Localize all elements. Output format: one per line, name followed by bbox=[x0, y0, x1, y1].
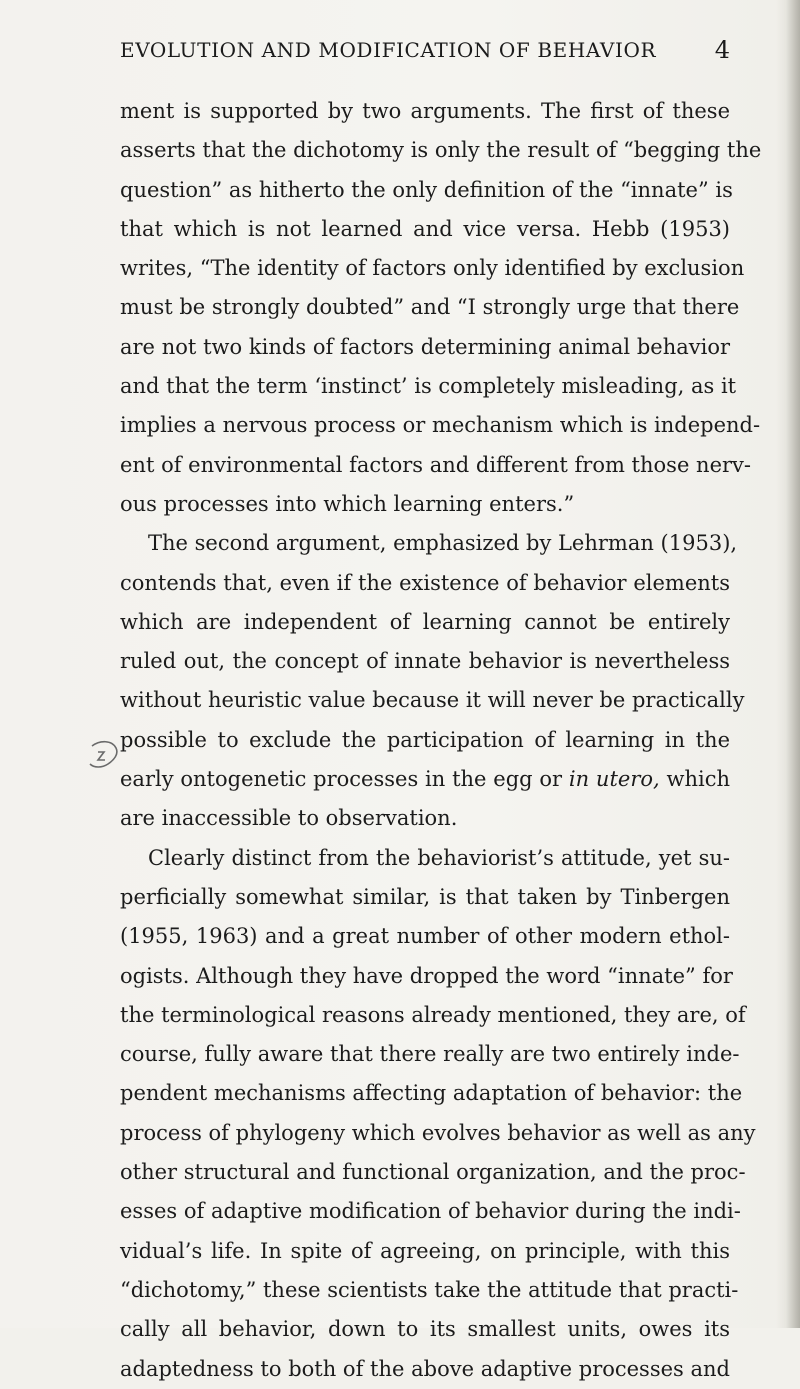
text-line: other structural and functional organization, and the proc- bbox=[120, 1160, 746, 1185]
body-text bbox=[120, 92, 762, 1389]
text-line: (1955, 1963) and a great number of other modern ethol- bbox=[120, 924, 730, 949]
text-line: question” as hitherto the only definition of the “innate” is bbox=[120, 177, 733, 202]
margin-annotation-mark bbox=[86, 738, 120, 772]
text-line: writes, “The identity of factors only identified by exclusion bbox=[120, 256, 745, 281]
text-line: ous processes into which learning enters.” bbox=[120, 491, 575, 516]
text-line: possible to exclude the participation of learning in the bbox=[120, 727, 730, 752]
italic-phrase: in utero, bbox=[568, 767, 660, 792]
text-line: ogists. Although they have dropped the word “innate” for bbox=[120, 963, 733, 988]
text-line: ent of environmental factors and different from those nerv- bbox=[120, 452, 751, 477]
text-line: which are independent of learning cannot be entirely bbox=[120, 609, 730, 634]
text-line-start: early ontogenetic processes in the egg or bbox=[120, 767, 569, 792]
text-line: that which is not learned and vice versa. Hebb (1953) bbox=[120, 216, 730, 241]
text-line: asserts that the dichotomy is only the result of “begging the bbox=[120, 138, 762, 163]
text-line: ruled out, the concept of innate behavior is nevertheless bbox=[120, 649, 730, 674]
text-line: perficially somewhat similar, is that taken by Tinbergen bbox=[120, 884, 730, 909]
paragraph-start-line: Clearly distinct from the behaviorist’s attitude, yet su- bbox=[148, 845, 730, 870]
page-edge-shadow bbox=[786, 0, 800, 1328]
text-line: vidual’s life. In spite of agreeing, on principle, with this bbox=[120, 1238, 730, 1263]
text-line: ment is supported by two arguments. The first of these bbox=[120, 99, 730, 123]
text-line: are not two kinds of factors determining animal behavior bbox=[120, 334, 730, 359]
text-line: are inaccessible to observation. bbox=[120, 806, 458, 831]
text-line: the terminological reasons already mentioned, they are, of bbox=[120, 1002, 746, 1027]
text-line: and that the term ‘instinct’ is completely misleading, as it bbox=[120, 374, 737, 399]
running-head: EVOLUTION AND MODIFICATION OF BEHAVIOR bbox=[120, 38, 657, 62]
text-line: process of phylogeny which evolves behavior as well as any bbox=[120, 1120, 756, 1145]
text-line: esses of adaptive modification of behavior during the indi- bbox=[120, 1199, 741, 1224]
text-line-end: which bbox=[659, 767, 730, 792]
paragraph-start-line: The second argument, emphasized by Lehrman (1953), bbox=[148, 531, 738, 556]
page-number: 4 bbox=[714, 36, 730, 64]
text-line: “dichotomy,” these scientists take the attitude that practi- bbox=[120, 1277, 739, 1302]
text-line: adaptedness to both of the above adaptive processes and bbox=[120, 1356, 730, 1381]
text-line: contends that, even if the existence of behavior elements bbox=[120, 570, 730, 595]
text-line: without heuristic value because it will never be practically bbox=[120, 688, 745, 713]
text-line-with-italic bbox=[120, 760, 730, 799]
text-line: pendent mechanisms affecting adaptation of behavior: the bbox=[120, 1081, 743, 1106]
text-line: must be strongly doubted” and “I strongly urge that there bbox=[120, 295, 740, 320]
text-line: cally all behavior, down to its smallest units, owes its bbox=[120, 1317, 730, 1342]
text-line: implies a nervous process or mechanism which is independ- bbox=[120, 413, 761, 438]
text-line: course, fully aware that there really are two entirely inde- bbox=[120, 1042, 740, 1067]
page-header bbox=[120, 38, 730, 68]
